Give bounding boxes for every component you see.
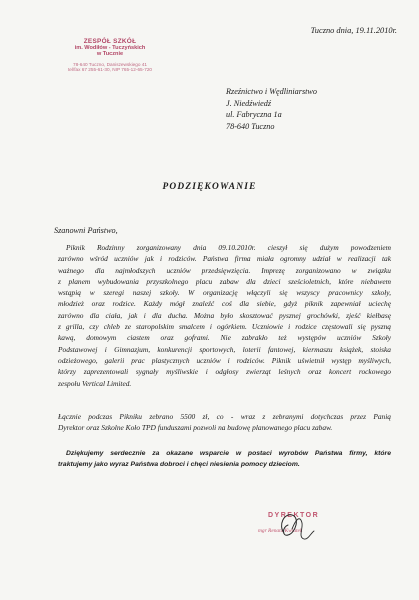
recipient-line-2: J. Niedźwiedź [226, 98, 272, 108]
paragraph-2-line: Łącznie podczas Pikniku zebrano 5500 zł, co - wraz z zebranymi dotychczas przez Panią [58, 412, 391, 421]
director-stamp-name: mgr Renata Kwiatek [258, 528, 303, 534]
school-stamp [54, 38, 166, 72]
paragraph-1-line: zarówno dla ciała, jak i dla ducha. Można było skosztować pysznej grochówki, zjeść kiełbasę [58, 310, 391, 320]
paragraph-2 [58, 411, 391, 434]
paragraph-2-line: Dyrektor oraz Szkolne Koło TPD funduszami pozwoli na budowę planowanego placu zabaw. [58, 423, 333, 433]
stamp-line-4: 78-640 Tuczno, Daniszewskiego 41 [72, 61, 147, 67]
paragraph-1-line: młodzież oraz rodzice. Każdy mógł znaleźć coś dla siebie, gdyż piknik zapewniał uciechę [58, 299, 391, 309]
stamp-line-5: tel/fax 67 255-61-30, NIP 765-12-65-720 [67, 66, 153, 72]
handwritten-signature [270, 503, 320, 549]
paragraph-1-line: z planem wybudowania przyszkolnego placu zabaw dla dzieci sześcioletnich, które niebawem [58, 276, 391, 286]
stamp-line-2: im. Wodiłów - Tuczyńskich [74, 45, 146, 52]
recipient-line-1: Rzeźnictwo i Wędliniarstwo [226, 87, 317, 96]
paragraph-1-line: Podstawowej i Gimnazjum, konkurencji sportowych, loterii fantowej, kiermaszu książek, stoiska [58, 344, 391, 354]
greeting: Szanowni Państwo, [54, 226, 118, 235]
paragraph-1-line: odzieżowego, galerii prac plastycznych uczniów i rodziców. Piknik uświetnił występ myśliwych, [58, 355, 391, 365]
director-stamp-title: DYREKTOR [268, 512, 320, 519]
letter-title: PODZIĘKOWANIE [162, 182, 257, 192]
place-date: Tuczno dnia, 19.11.2010r. [310, 26, 397, 35]
paragraph-1-line: wstąpią w szeregi naszej szkoły. W organizację włączyli się wszyscy pracownicy szkoły, [58, 288, 391, 298]
paragraph-1-line: ważnego dla najmłodszych uczniów przedsięwzięcia. Imprezę zorganizowano w związku [58, 265, 391, 275]
paragraph-1-line: zarówno wśród uczniów jak i rodziców. Państwa firma miała ogromny udział w realizacji tak [58, 254, 391, 264]
paragraph-1 [58, 242, 391, 389]
paragraph-1-line: kawą, domowym ciastem oraz goframi. Nie zabrakło też występów uczniów Szkoły [58, 333, 391, 343]
recipient-line-3: ul. Fabryczna 1a [226, 110, 282, 119]
recipient-line-4: 78-640 Tuczno [226, 121, 275, 131]
paragraph-1-line: z grilla, czy chleb ze staropolskim smalcem i ogórkiem. Uczniowie i rodzice częstowali się pyszną [58, 322, 391, 332]
paragraph-1-line: Piknik Rodzinny zorganizowany dnia 09.10.2010r. cieszył się dużym powodzeniem [66, 243, 391, 252]
thanks-paragraph [58, 448, 391, 471]
paragraph-1-line: zespołu Vertical Limited. [58, 378, 132, 388]
thanks-line: Dziękujemy serdecznie za okazane wsparcie w postaci wyrobów Państwa firmy, które [66, 450, 391, 457]
stamp-line-1: ZESPÓŁ SZKÓŁ [83, 38, 137, 45]
paragraph-1-line: którzy zaprezentowali sygnały myśliwskie i odgłosy zwierząt leśnych oraz koncert rockowego [58, 367, 391, 377]
thanks-line: traktujemy jako wyraz Państwa dobroci i chęci niesienia pomocy dzieciom. [58, 461, 300, 469]
recipient-address [226, 86, 396, 132]
stamp-line-3: w Tucznie [96, 51, 124, 58]
